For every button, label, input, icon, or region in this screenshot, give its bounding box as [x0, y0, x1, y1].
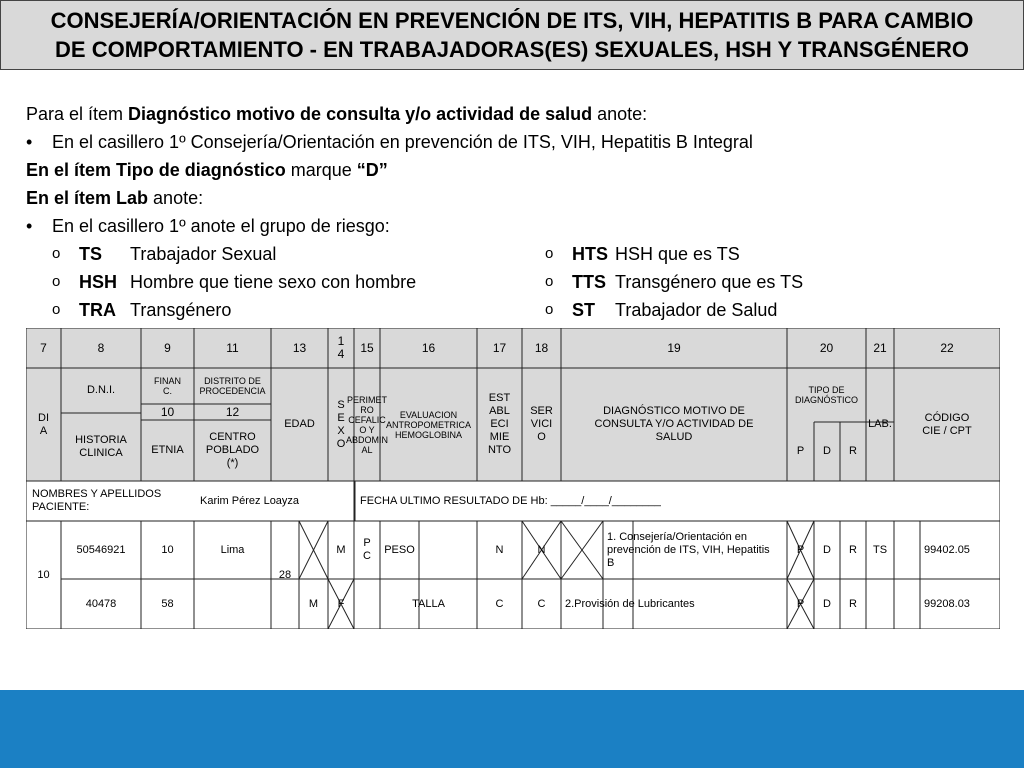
risk-desc: Transgénero que es TS: [615, 272, 804, 292]
header-tipo-r: R: [849, 445, 857, 457]
row-diagnostico-2: 2.Provisión de Lubricantes: [565, 597, 695, 610]
instruction-bold: “D”: [356, 160, 388, 180]
instruction-bold: En el ítem: [26, 188, 117, 208]
row-dia: 10: [37, 568, 50, 581]
instruction-bold: Lab: [116, 188, 149, 208]
row-tipo-p-2: P: [796, 597, 805, 610]
row-servicio: N: [537, 543, 546, 556]
instruction-text: anote:: [148, 188, 204, 208]
header-diagnostico: DIAGNÓSTICO MOTIVO DE CONSULTA Y/O ACTIVIDAD DE SALUD: [594, 405, 754, 443]
header-codigo: CÓDIGO CIE / CPT: [922, 411, 972, 437]
header-distrito: DISTRITO DE PROCEDENCIA: [199, 376, 266, 396]
header-lab: LAB.: [868, 418, 892, 430]
column-number: 1 4: [337, 334, 345, 361]
risk-desc: Transgénero: [130, 300, 232, 320]
patient-name-value: Karim Pérez Loayza: [200, 494, 300, 507]
header-centro-poblado: CENTRO POBLADO (*): [205, 431, 260, 469]
row-dni: 50546921: [76, 543, 126, 556]
header-servicio: SER VICI O: [530, 405, 553, 443]
row-tipo-r: R: [849, 543, 857, 556]
risk-group-list: [26, 240, 1006, 324]
slide-title: [0, 0, 1024, 70]
header-finan-value: 10: [160, 404, 175, 419]
header-evaluacion: EVALUACION ANTROPOMETRICA HEMOGLOBINA: [385, 409, 471, 440]
bullet: •: [26, 216, 33, 236]
footer-bar: [0, 690, 1024, 768]
column-number: 16: [421, 340, 436, 355]
instruction-text: En el casillero 1º anote el grupo de riesgo:: [52, 216, 390, 236]
column-number: 8: [97, 340, 105, 355]
bullet: •: [26, 132, 33, 152]
patient-name-label: NOMBRES Y APELLIDOS PACIENTE:: [32, 488, 162, 513]
column-number: 7: [40, 340, 47, 355]
row-historia-clinica: 40478: [85, 597, 117, 610]
risk-desc: Hombre que tiene sexo con hombre: [130, 272, 417, 292]
header-finan: FINAN C.: [154, 376, 181, 396]
column-number: 18: [534, 340, 549, 355]
header-sexo: S E X O: [336, 398, 346, 450]
column-number: 21: [873, 340, 887, 355]
row-sexo-m2: M: [308, 597, 319, 610]
instruction-line-4: [26, 184, 1006, 212]
header-tipo-diagnostico: TIPO DE DIAGNÓSTICO: [794, 385, 858, 405]
instruction-bold: Diagnóstico motivo de consulta y/o actividad de salud: [128, 104, 593, 124]
header-dia: DI A: [38, 411, 49, 437]
header-distrito-value: 12: [225, 404, 240, 419]
instructions: [26, 100, 1006, 324]
risk-desc: HSH que es TS: [615, 244, 740, 264]
column-number: 11: [226, 340, 239, 355]
instruction-line-3: [26, 156, 1006, 184]
row-sexo-m: M: [336, 543, 346, 556]
row-diagnostico-1: 1. Consejería/Orientación en prevención de ITS, VIH, Hepatitis B: [607, 530, 770, 569]
risk-code: ST: [572, 300, 596, 320]
row-tipo-d: D: [823, 543, 831, 556]
risk-code: HSH: [79, 272, 118, 292]
list-marker: o: [545, 301, 554, 318]
row-servicio-2: C: [537, 597, 546, 610]
row-establecimiento: N: [495, 543, 504, 556]
list-marker: o: [545, 273, 554, 290]
instruction-line-2: [26, 128, 1006, 156]
risk-desc: Trabajador de Salud: [615, 300, 778, 320]
column-number: 13: [292, 340, 307, 355]
his-form-table: [26, 328, 1000, 629]
instruction-line-1: [26, 100, 1006, 128]
header-tipo-p: P: [796, 445, 805, 457]
row-tipo-d-2: D: [823, 597, 831, 610]
risk-code: TRA: [79, 300, 116, 320]
header-tipo-d: D: [823, 445, 831, 457]
column-number: 9: [164, 340, 171, 355]
row-codigo-2: 99208.03: [924, 597, 970, 610]
instruction-text: Para el ítem: [26, 104, 129, 124]
row-etnia: 58: [161, 597, 174, 610]
title-line-2: DE COMPORTAMIENTO - EN TRABAJADORAS(ES) SEXUALES, HSH Y TRANSGÉNERO: [55, 37, 969, 62]
risk-code: TS: [79, 244, 103, 264]
row-distrito: Lima: [220, 543, 245, 556]
row-talla: TALLA: [412, 597, 445, 610]
risk-code: HTS: [572, 244, 608, 264]
instruction-line-5: [26, 212, 1006, 240]
header-etnia: ETNIA: [151, 444, 184, 456]
row-sexo-f: F: [337, 597, 345, 610]
instruction-text: En el casillero 1º Consejería/Orientación en prevención de ITS, VIH, Hepatitis B Integral: [52, 132, 753, 152]
list-marker: o: [52, 245, 61, 262]
row-pc: P C: [363, 537, 371, 562]
row-tipo-r-2: R: [849, 597, 857, 610]
header-perimetro: PERIMET RO CEFALIC O Y ABDOMIN AL: [346, 394, 389, 455]
row-finan: 10: [161, 543, 174, 556]
column-number: 17: [492, 340, 507, 355]
risk-code: TTS: [572, 272, 606, 292]
risk-desc: Trabajador Sexual: [130, 244, 277, 264]
header-establecimiento: EST ABL ECI MIE NTO: [487, 392, 512, 456]
hb-date-field: FECHA ULTIMO RESULTADO DE Hb: _____/____/________: [360, 494, 661, 507]
row-codigo: 99402.05: [924, 543, 970, 556]
row-edad: 28: [278, 568, 292, 581]
row-tipo-p: P: [796, 543, 805, 556]
column-number: 19: [667, 340, 681, 355]
list-marker: o: [545, 245, 554, 262]
header-historia: HISTORIA CLINICA: [75, 434, 127, 459]
instruction-text: marque: [285, 160, 357, 180]
row-peso: PESO: [384, 543, 415, 556]
column-number: 22: [940, 340, 954, 355]
row-establecimiento-2: C: [495, 597, 504, 610]
header-dni: D.N.I.: [86, 384, 116, 396]
column-number: 20: [819, 340, 834, 355]
column-number: 15: [360, 340, 374, 355]
list-marker: o: [52, 301, 61, 318]
instruction-text: anote:: [592, 104, 648, 124]
header-edad: EDAD: [284, 418, 315, 430]
list-marker: o: [52, 273, 61, 290]
instruction-bold: Tipo de diagnóstico: [116, 160, 286, 180]
title-line-1: CONSEJERÍA/ORIENTACIÓN EN PREVENCIÓN DE ITS, VIH, HEPATITIS B PARA CAMBIO: [50, 8, 974, 33]
instruction-bold: En el ítem: [26, 160, 117, 180]
row-lab: TS: [872, 543, 888, 556]
